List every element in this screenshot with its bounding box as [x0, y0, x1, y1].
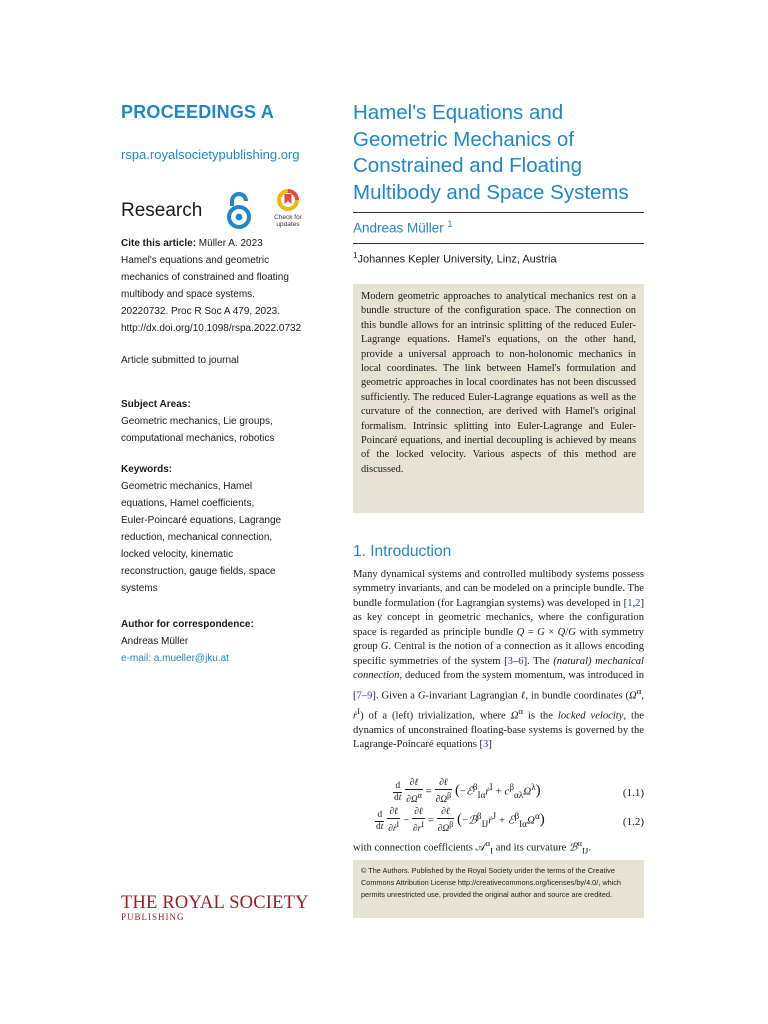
correspondence-name: Andreas Müller — [121, 636, 189, 647]
cite-line: Müller A. 2023 — [196, 238, 263, 249]
cite-line: mechanics of constrained and floating — [121, 272, 289, 283]
title-rule — [353, 212, 644, 213]
title-line: Geometric Mechanics of — [353, 127, 575, 151]
author-affil-mark: 1 — [447, 219, 453, 229]
keywords — [121, 461, 336, 597]
cite-label: Cite this article: — [121, 238, 197, 249]
royal-society-logo — [121, 893, 309, 922]
email-link[interactable]: e-mail: a.mueller@jku.at — [121, 653, 229, 664]
keyword-line: Euler-Poincaré equations, Lagrange — [121, 515, 282, 526]
title-line: Multibody and Space Systems — [353, 180, 629, 204]
keywords-label: Keywords: — [121, 464, 173, 475]
citation-block — [121, 235, 336, 337]
submission-note: Article submitted to journal — [121, 355, 239, 366]
correspondence — [121, 616, 336, 667]
keyword-line: equations, Hamel coefficients, — [121, 498, 255, 509]
abstract: Modern geometric approaches to analytical mechanics rest on a bundle structure of the configuration space. The connection on this bundle allows for an intrinsic splitting of the reduced Euler-Lagrange equations. Hamel's equations, on the other hand, provide a universal approach to non-holonomic mechanics in local coordinates. The link between Hamel's formulation and geometric approaches in local coordinates has not been discussed sufficiently. The reduced Euler-Lagrange equations as well as the curvature of the connection, are derived with Hamel's original formalism. Intrinsic splitting into Euler-Lagrange and Euler-Poincaré equations, and inertial decoupling is achieved by means of the locked velocity. Various aspects of this method are discussed. — [353, 284, 644, 513]
keyword-line: locked velocity, kinematic — [121, 549, 234, 560]
affiliation: $^1$Johannes Kepler University, Linz, Austria — [353, 251, 557, 266]
subject-label: Subject Areas: — [121, 399, 191, 410]
check-updates-icon — [276, 188, 300, 212]
check-for-updates-badge[interactable] — [268, 188, 308, 228]
keyword-line: Geometric mechanics, Hamel — [121, 481, 253, 492]
cite-line: 20220732. Proc R Soc A 479, 2023. — [121, 306, 281, 317]
cite-line: multibody and space systems. — [121, 289, 255, 300]
title-line: Hamel's Equations and — [353, 101, 564, 124]
journal-website-link[interactable]: rspa.royalsocietypublishing.org — [121, 147, 300, 162]
cite-line: Hamel's equations and geometric — [121, 255, 270, 266]
equation-number: (1.1) — [622, 787, 644, 799]
author-rule — [353, 243, 644, 244]
paper-title — [353, 100, 653, 206]
equation-followup: with connection coefficients 𝒜$^\alpha_I$ and its curvature ℬ$^\alpha_{IJ}$. — [353, 838, 592, 856]
license-notice: © The Authors. Published by the Royal Society under the terms of the Creative Commons Attribution License http://creativecommons.org/licenses/by/4.0/, which permits unrestricted use, provided the original author and source are credited. — [353, 860, 644, 918]
doi-link[interactable]: http://dx.doi.org/10.1098/rspa.2022.0732 — [121, 323, 302, 334]
keyword-line: reconstruction, gauge fields, space — [121, 566, 276, 577]
publisher-name: THE ROYAL SOCIETY — [121, 893, 309, 913]
subject-areas — [121, 396, 336, 447]
equation-number: (1.2) — [622, 816, 644, 828]
publisher-sub: PUBLISHING — [121, 912, 185, 922]
open-access-icon — [225, 190, 253, 230]
keyword-line: systems — [121, 583, 158, 594]
journal-name: PROCEEDINGS A — [121, 102, 274, 122]
article-type: Research — [121, 200, 203, 221]
correspondence-label: Author for correspondence: — [121, 619, 254, 630]
keyword-line: reduction, mechanical connection, — [121, 532, 273, 543]
affil-mark: 1 — [353, 251, 358, 260]
title-line: Constrained and Floating — [353, 154, 583, 177]
subject-line: Geometric mechanics, Lie groups, — [121, 416, 273, 427]
intro-paragraph: Many dynamical systems and controlled multibody systems possess symmetry invariants, and can be modeled on a principle bundle. The bundle formulation (for Lagrangian systems) was developed in [1,2] as key concept in geometric mechanics, where the configuration space is regarded as principle bundle Q = G × Q/G with symmetry group G. Central is the notion of a connection as it allows encoding specific symmetries of the system [3–6]. The (natural) mechanical connection, deduced from the system momentum, was introduced in [7–9]. Given a G-invariant Lagrangian ℓ, in bundle coordinates ($\Omega^\alpha$, ṙ$^I$) of a (left) trivialization, where $\Omega^\alpha$ is the locked velocity, the dynamics of unconstrained floating-base systems is governed by the Lagrange-Poincaré equations [3] — [353, 569, 644, 751]
subject-line: computational mechanics, robotics — [121, 433, 275, 444]
author-name[interactable]: Andreas Müller $^1$ — [353, 219, 453, 236]
section-heading: 1. Introduction — [353, 543, 452, 560]
check-updates-label: Check for updates — [274, 214, 302, 228]
